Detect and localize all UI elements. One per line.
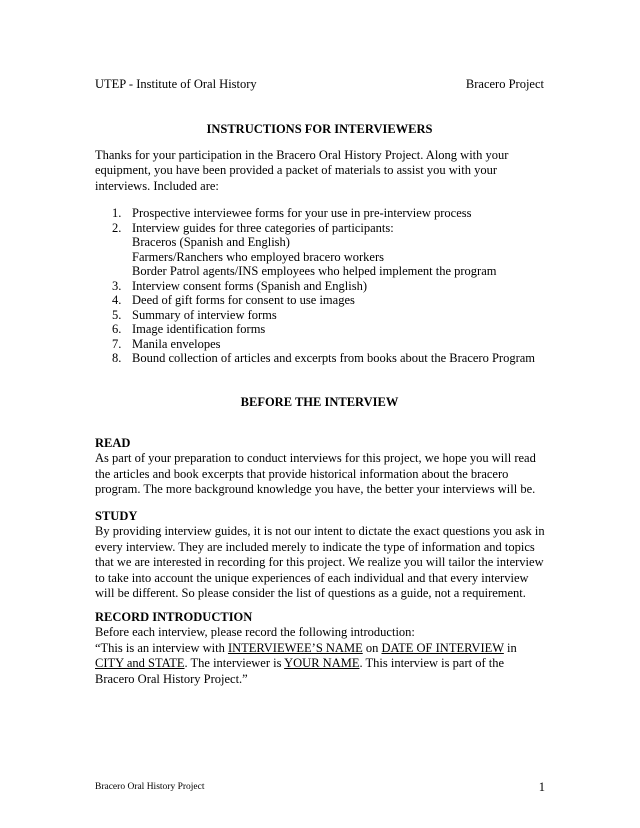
intro-paragraph <box>95 148 555 194</box>
study-line: every interview. They are included merely to indicate the type of information and topics <box>95 539 535 554</box>
record-quote-line <box>95 641 555 656</box>
list-number: 7. <box>112 336 122 351</box>
list-item-text: Interview guides for three categories of participants: <box>132 220 394 235</box>
list-number: 6. <box>112 322 122 336</box>
list-item-text: Summary of interview forms <box>132 307 277 322</box>
study-line: to take into account the unique experiences of each individual and that every interview <box>95 570 529 585</box>
read-heading: READ <box>95 436 131 450</box>
list-item <box>112 322 552 337</box>
quote-text: in <box>503 640 517 655</box>
city-state-placeholder: CITY and STATE <box>95 656 185 671</box>
list-item-text: Image identification forms <box>132 322 266 336</box>
list-number: 1. <box>112 206 122 220</box>
intro-line: interviews. Included are: <box>95 178 219 193</box>
list-item <box>112 221 552 279</box>
list-number: 8. <box>112 351 122 365</box>
list-item <box>112 279 552 294</box>
study-line: By providing interview guides, it is not our intent to dictate the exact questions you ask in <box>95 524 545 539</box>
list-number: 4. <box>112 293 122 307</box>
study-heading: STUDY <box>95 509 138 523</box>
study-line: that we are interested in recording for this project. We realize you will tailor the interview <box>95 555 544 570</box>
record-quote-line: Bracero Oral History Project.” <box>95 671 248 686</box>
page-number: 1 <box>538 780 545 794</box>
date-placeholder: DATE OF INTERVIEW <box>381 640 504 655</box>
read-line: program. The more background knowledge you have, the better your interviews will be. <box>95 482 536 497</box>
list-item-text: Deed of gift forms for consent to use images <box>132 293 355 307</box>
list-number: 3. <box>112 278 122 293</box>
list-number: 2. <box>112 220 122 235</box>
header-institution: UTEP - Institute of Oral History <box>95 77 257 91</box>
list-item <box>112 293 552 308</box>
interviewee-name-placeholder: INTERVIEWEE’S NAME <box>227 640 363 655</box>
record-quote-line <box>95 656 555 671</box>
list-item <box>112 308 552 323</box>
study-line: will be different. So please consider the list of questions as a guide, not a requirement. <box>95 586 526 601</box>
record-line: Before each interview, please record the following introduction: <box>95 625 415 640</box>
record-section <box>95 610 555 687</box>
quote-text: “This is an interview with <box>95 640 228 655</box>
list-subitem: Border Patrol agents/INS employees who helped implement the program <box>132 264 497 278</box>
list-item-text: Interview consent forms (Spanish and English) <box>132 278 368 293</box>
list-item <box>112 206 552 221</box>
read-line: the articles and book excerpts that provide historical information about the bracero <box>95 466 509 481</box>
list-item-text: Bound collection of articles and excerpts from books about the Bracero Program <box>132 351 536 365</box>
record-heading: RECORD INTRODUCTION <box>95 610 253 624</box>
section-title: BEFORE THE INTERVIEW <box>240 395 399 409</box>
your-name-placeholder: YOUR NAME <box>284 656 360 671</box>
quote-text: . This interview is part of the <box>359 656 505 671</box>
list-item <box>112 351 552 366</box>
intro-line: equipment, you have been provided a packet of materials to assist you with your <box>95 163 497 178</box>
footer-project: Bracero Oral History Project <box>95 782 205 792</box>
read-line: As part of your preparation to conduct interviews for this project, we hope you will read <box>95 451 536 466</box>
read-section <box>95 436 555 498</box>
header-project: Bracero Project <box>465 77 544 91</box>
quote-text: on <box>362 640 382 655</box>
list-item <box>112 337 552 352</box>
study-section <box>95 509 555 601</box>
list-item-text: Manila envelopes <box>132 336 221 351</box>
list-subitem: Farmers/Ranchers who employed bracero workers <box>132 249 384 264</box>
quote-text: . The interviewer is <box>184 656 285 671</box>
list-item-text: Prospective interviewee forms for your use in pre-interview process <box>132 206 472 220</box>
list-number: 5. <box>112 307 122 322</box>
document-title: INSTRUCTIONS FOR INTERVIEWERS <box>206 122 433 136</box>
list-subitem: Braceros (Spanish and English) <box>132 235 290 249</box>
materials-list <box>112 206 552 366</box>
intro-line: Thanks for your participation in the Bracero Oral History Project. Along with your <box>95 148 509 162</box>
